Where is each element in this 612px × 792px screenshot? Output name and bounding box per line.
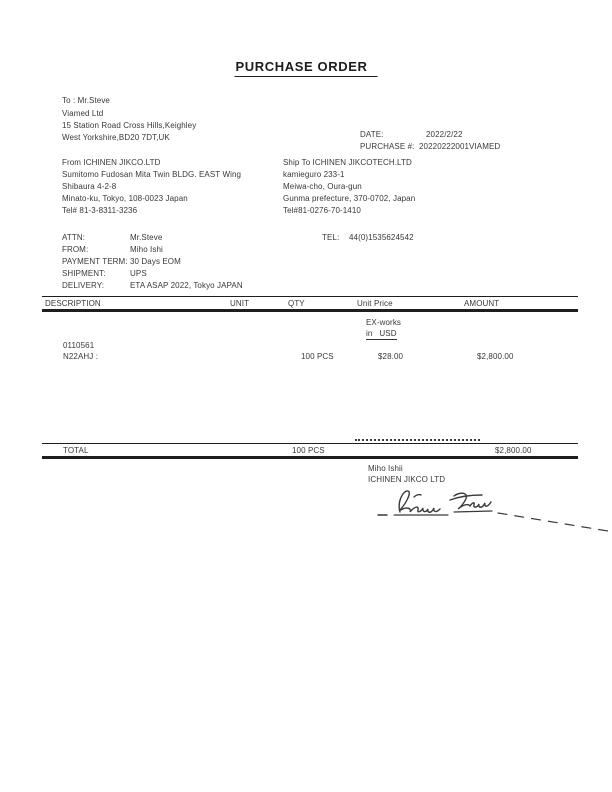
signatory-company: ICHINEN JIKCO LTD [368,475,446,484]
attn-label: ATTN: [62,233,86,242]
from-line-2: Sumitomo Fudosan Mita Twin BLDG. EAST Wing [62,170,242,179]
col-header-qty: QTY [288,299,305,308]
terms-currency-text: in USD [366,329,397,338]
item-amount: $2,800.00 [477,352,514,361]
col-header-unit: UNIT [230,299,250,308]
terms-currency [366,329,397,338]
ship-to-line-3: Meiwa-cho, Oura-gun [283,182,362,191]
from-line-5: Tel# 81-3-8311-3236 [62,206,138,215]
total-row-dotted-scribble [355,439,480,441]
item-code-line1: 0110561 [63,341,95,350]
item-code-line2: N22AHJ : [63,352,99,361]
total-label: TOTAL [63,446,89,455]
tel-label: TEL: [322,233,340,242]
total-row-bottom-rule [42,456,578,459]
date-label: DATE: [360,130,384,139]
item-unit-price: $28.00 [378,352,404,361]
payment-term-label: PAYMENT TERM: [62,257,128,266]
ship-to-line-2: kamieguro 233-1 [283,170,345,179]
item-qty: 100 PCS [301,352,334,361]
tel-value: 44(0)1535624542 [349,233,414,242]
recipient-attn-line: To : Mr.Steve [62,96,110,105]
recipient-address-line2: West Yorkshire,BD20 7DT,UK [62,133,170,142]
from-line-4: Minato-ku, Tokyo, 108-0023 Japan [62,194,188,203]
from-line-1: From ICHINEN JIKCO.LTD [62,158,161,167]
col-header-description: DESCRIPTION [45,299,101,308]
ship-to-line-5: Tel#81-0276-70-1410 [283,206,361,215]
recipient-company: Viamed Ltd [62,109,104,118]
payment-term-value: 30 Days EOM [130,257,181,266]
date-value: 2022/2/22 [426,130,463,139]
from-line-3: Shibaura 4-2-8 [62,182,117,191]
page-title: PURCHASE ORDER [235,59,378,77]
handwritten-signature [370,484,612,536]
total-qty: 100 PCS [292,446,325,455]
terms-ex-works: EX-works [366,318,402,327]
po-number-label: PURCHASE #: [360,142,415,151]
attn-value: Mr.Steve [130,233,163,242]
shipment-value: UPS [130,269,147,278]
signatory-name: Miho Ishii [368,464,403,473]
from-label: FROM: [62,245,89,254]
col-header-unit-price: Unit Price [357,299,393,308]
ship-to-line-1: Ship To ICHINEN JIKCOTECH.LTD [283,158,412,167]
from-value: Miho Ishi [130,245,163,254]
po-number-value: 20220222001VIAMED [419,142,501,151]
col-header-amount: AMOUNT [464,299,500,308]
recipient-address-line1: 15 Station Road Cross Hills,Keighley [62,121,197,130]
delivery-label: DELIVERY: [62,281,105,290]
total-row-top-rule [42,443,578,444]
table-header-top-rule [42,296,578,297]
page-title-wrap [235,58,378,76]
shipment-label: SHIPMENT: [62,269,106,278]
ship-to-line-4: Gunma prefecture, 370-0702, Japan [283,194,416,203]
table-header-bottom-rule [42,309,578,312]
delivery-value: ETA ASAP 2022, Tokyo JAPAN [130,281,243,290]
total-amount: $2,800.00 [495,446,532,455]
